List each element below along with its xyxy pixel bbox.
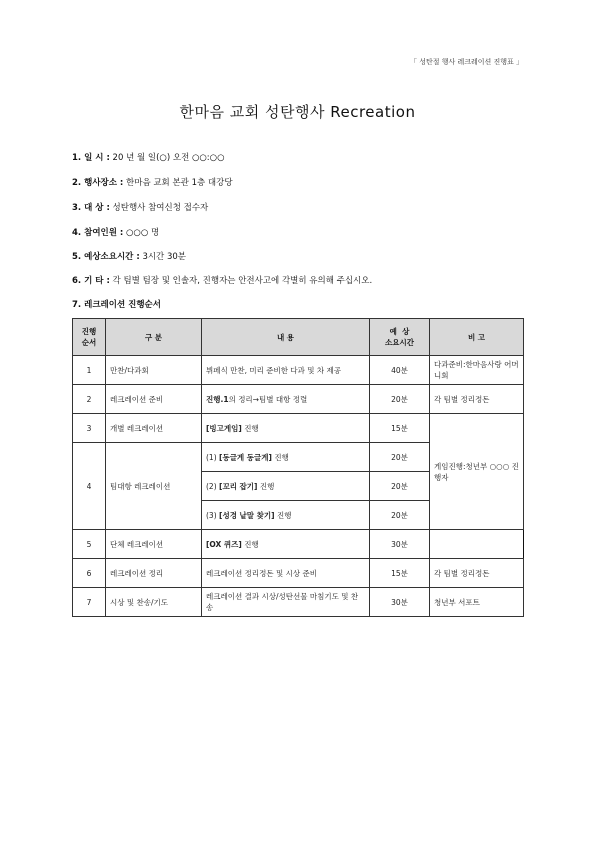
info-etc <box>72 274 372 286</box>
info-date <box>72 151 225 163</box>
row-content-keyword: [동글게 동글게] <box>219 452 272 462</box>
row-category: 개별 레크레이션 <box>106 414 202 443</box>
info-value: 각 팀별 팀장 및 인솔자, 진행자는 안전사고에 각별히 유의해 주십시오. <box>112 276 373 286</box>
info-value: 3시간 30분 <box>142 252 186 262</box>
row-time: 30분 <box>370 530 430 559</box>
row-time: 30분 <box>370 588 430 617</box>
info-value: 한마음 교회 본관 1층 대강당 <box>126 178 233 188</box>
row-content <box>202 414 370 443</box>
table-row <box>73 356 524 385</box>
row-content-text: 의 정리→팀별 대항 정렬 <box>228 394 308 404</box>
row-content: 레크레이션 결과 시상/성탄선물 마침기도 및 찬송 <box>202 588 370 617</box>
row-note: 각 팀별 정리정돈 <box>430 559 524 588</box>
row-content-keyword: 진행.1 <box>206 394 229 404</box>
row-content <box>202 472 370 501</box>
row-no: 6 <box>73 559 106 588</box>
row-time: 20분 <box>370 443 430 472</box>
row-time: 20분 <box>370 385 430 414</box>
row-content <box>202 443 370 472</box>
info-venue <box>72 176 233 188</box>
row-no: 2 <box>73 385 106 414</box>
row-content: 레크레이션 정리정돈 및 시상 준비 <box>202 559 370 588</box>
schedule-table <box>72 318 524 617</box>
row-category: 팀대항 레크레이션 <box>106 443 202 530</box>
info-key: 2. 행사장소 : <box>72 178 124 188</box>
row-note: 다과준비:한마음사랑 어머니회 <box>430 356 524 385</box>
row-note: 각 팀별 정리정돈 <box>430 385 524 414</box>
col-header-order: 진행 순서 <box>73 319 106 356</box>
info-duration <box>72 250 186 262</box>
row-content-keyword: [빙고게임] <box>206 423 242 433</box>
info-target <box>72 201 208 213</box>
row-no: 3 <box>73 414 106 443</box>
col-header-note: 비 고 <box>430 319 524 356</box>
row-content-text: 진행 <box>241 423 259 433</box>
table-row <box>73 530 524 559</box>
info-key: 5. 예상소요시간 : <box>72 252 140 262</box>
row-category: 시상 및 찬송/기도 <box>106 588 202 617</box>
info-key: 6. 기 타 : <box>72 276 110 286</box>
row-content <box>202 530 370 559</box>
table-row <box>73 414 524 443</box>
row-content-keyword: [성경 낱말 찾기] <box>219 510 275 520</box>
sub-prefix: (1) <box>206 452 220 462</box>
row-no: 1 <box>73 356 106 385</box>
row-no: 7 <box>73 588 106 617</box>
row-content <box>202 385 370 414</box>
row-content <box>202 501 370 530</box>
row-content-text: 진행 <box>257 481 275 491</box>
row-time: 15분 <box>370 559 430 588</box>
page-title: 한마음 교회 성탄행사 Recreation <box>179 103 416 121</box>
row-content-keyword: [OX 퀴즈] <box>206 539 242 549</box>
info-key: 3. 대 상 : <box>72 203 110 213</box>
row-note: 청년부 서포트 <box>430 588 524 617</box>
row-category: 만찬/다과회 <box>106 356 202 385</box>
row-content: 뷔페식 만찬, 미리 준비한 다과 및 차 제공 <box>202 356 370 385</box>
row-content-text: 진행 <box>271 452 289 462</box>
info-value: 20 년 월 일(○) 오전 ○○:○○ <box>112 153 225 163</box>
info-key: 4. 참여인원 : <box>72 228 124 238</box>
row-category: 단체 레크레이션 <box>106 530 202 559</box>
info-key: 7. 레크레이션 진행순서 <box>72 300 161 310</box>
sub-prefix: (3) <box>206 510 220 520</box>
row-content-keyword: [꼬리 잡기] <box>219 481 258 491</box>
document-tag: 「 성탄절 행사 레크레이션 진행표 」 <box>409 58 523 66</box>
row-no: 4 <box>73 443 106 530</box>
row-content-text: 진행 <box>241 539 259 549</box>
row-no: 5 <box>73 530 106 559</box>
table-row <box>73 385 524 414</box>
col-header-category: 구 분 <box>106 319 202 356</box>
info-key: 1. 일 시 : <box>72 153 110 163</box>
table-row <box>73 559 524 588</box>
col-header-time: 예 상 소요시간 <box>370 319 430 356</box>
row-category: 레크레이션 정리 <box>106 559 202 588</box>
table-row <box>73 588 524 617</box>
row-time: 15분 <box>370 414 430 443</box>
row-time: 20분 <box>370 501 430 530</box>
row-content-text: 진행 <box>274 510 292 520</box>
info-value: 성탄행사 참여신청 접수자 <box>112 203 209 213</box>
row-time: 20분 <box>370 472 430 501</box>
row-time: 40분 <box>370 356 430 385</box>
table-header-row <box>73 319 524 356</box>
sub-prefix: (2) <box>206 481 220 491</box>
row-note-merged: 게임진행:청년부 ○○○ 진행자 <box>430 414 524 530</box>
row-category: 레크레이션 준비 <box>106 385 202 414</box>
info-participants <box>72 226 159 238</box>
info-value: ○○○ 명 <box>126 228 160 238</box>
col-header-content: 내 용 <box>202 319 370 356</box>
section-heading <box>72 298 161 310</box>
